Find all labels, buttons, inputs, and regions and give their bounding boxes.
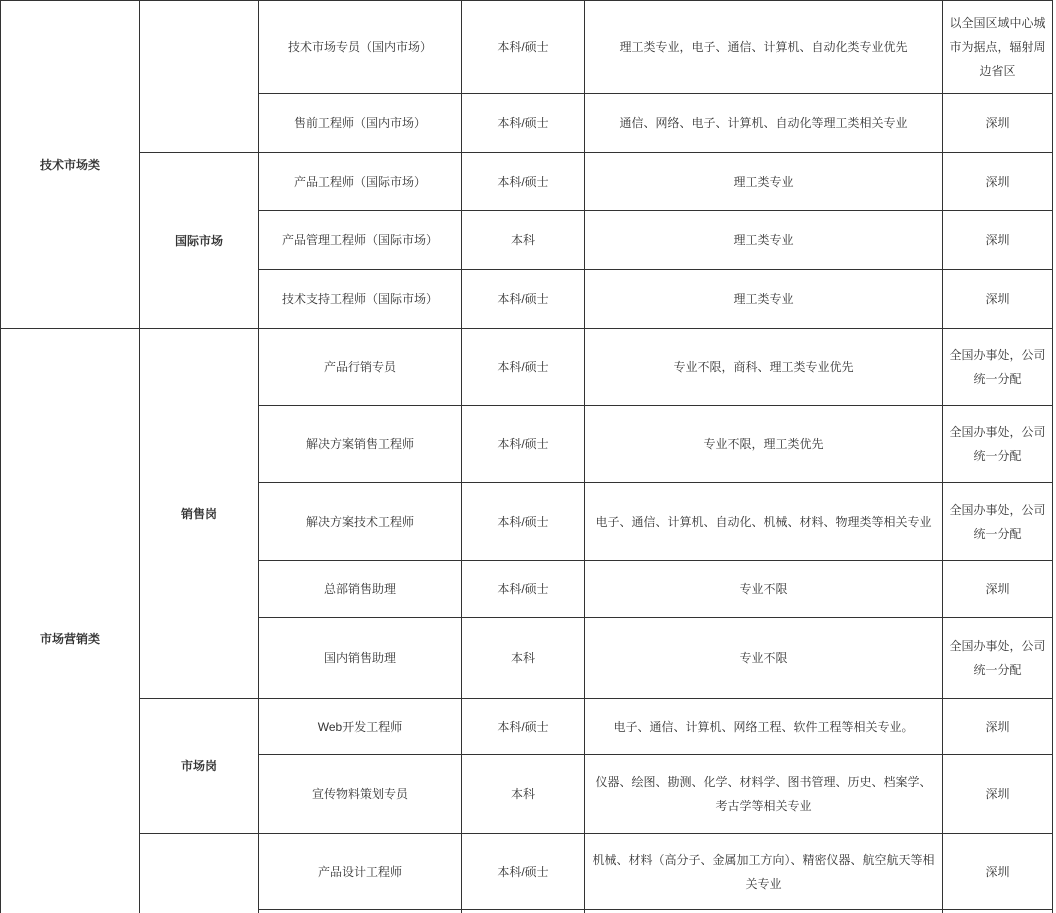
position-cell: 技术市场专员（国内市场）: [259, 1, 462, 94]
location-cell: 深圳: [943, 834, 1053, 910]
location-cell: 深圳: [943, 561, 1053, 618]
table-row: [1, 329, 1053, 406]
subcategory-cell: 国际市场: [140, 153, 259, 329]
education-cell: 本科/硕士: [462, 834, 585, 910]
major-cell: 机械、材料（高分子、金属加工方向）、精密仪器、航空航天等相关专业: [585, 834, 943, 910]
position-cell: 解决方案技术工程师: [259, 483, 462, 561]
major-cell: 通信、网络、电子、计算机、自动化等理工类相关专业: [585, 94, 943, 153]
subcategory-cell-empty: [140, 834, 259, 913]
position-cell: 售前工程师（国内市场）: [259, 94, 462, 153]
education-cell: 本科: [462, 618, 585, 699]
major-cell: 电子、通信、计算机、自动化、机械、材料、物理类等相关专业: [585, 483, 943, 561]
major-cell: 专业不限: [585, 561, 943, 618]
major-cell: 理工类专业: [585, 211, 943, 270]
position-cell: 产品管理工程师（国际市场）: [259, 211, 462, 270]
subcategory-cell: 销售岗: [140, 329, 259, 699]
subcategory-cell-empty: [140, 1, 259, 153]
table-row: [1, 699, 1053, 755]
major-cell: 仪器、绘图、勘测、化学、材料学、图书管理、历史、档案学、考古学等相关专业: [585, 755, 943, 834]
major-cell: 专业不限: [585, 618, 943, 699]
location-cell: 深圳: [943, 211, 1053, 270]
table-row: [1, 153, 1053, 211]
education-cell: 本科/硕士: [462, 153, 585, 211]
education-cell: 本科/硕士: [462, 329, 585, 406]
education-cell: 本科/硕士: [462, 1, 585, 94]
location-cell: 全国办事处，公司统一分配: [943, 406, 1053, 483]
category-cell: 技术市场类: [1, 1, 140, 329]
table-row: [1, 1, 1053, 94]
education-cell: 本科/硕士: [462, 94, 585, 153]
location-cell: 深圳: [943, 699, 1053, 755]
location-cell: 全国办事处，公司统一分配: [943, 329, 1053, 406]
major-cell: 理工类专业: [585, 153, 943, 211]
education-cell: 本科/硕士: [462, 699, 585, 755]
position-cell: 总部销售助理: [259, 561, 462, 618]
position-cell: 技术支持工程师（国际市场）: [259, 270, 462, 329]
position-cell: [259, 910, 462, 913]
location-cell: 深圳: [943, 755, 1053, 834]
location-cell: [943, 910, 1053, 913]
major-cell: 专业不限，理工类优先: [585, 406, 943, 483]
position-cell: 产品设计工程师: [259, 834, 462, 910]
location-cell: 以全国区域中心城市为据点，辐射周边省区: [943, 1, 1053, 94]
location-cell: 深圳: [943, 153, 1053, 211]
category-cell: 市场营销类: [1, 329, 140, 913]
major-cell: 理工类专业: [585, 270, 943, 329]
location-cell: 全国办事处，公司统一分配: [943, 618, 1053, 699]
location-cell: 全国办事处，公司统一分配: [943, 483, 1053, 561]
subcategory-cell: 市场岗: [140, 699, 259, 834]
position-cell: Web开发工程师: [259, 699, 462, 755]
education-cell: 本科/硕士: [462, 561, 585, 618]
major-cell: [585, 910, 943, 913]
education-cell: 本科/硕士: [462, 483, 585, 561]
table-row: [1, 834, 1053, 910]
position-cell: 产品工程师（国际市场）: [259, 153, 462, 211]
position-cell: 产品行销专员: [259, 329, 462, 406]
education-cell: 本科/硕士: [462, 406, 585, 483]
education-cell: [462, 910, 585, 913]
position-cell: 国内销售助理: [259, 618, 462, 699]
position-cell: 宣传物料策划专员: [259, 755, 462, 834]
education-cell: 本科: [462, 211, 585, 270]
education-cell: 本科/硕士: [462, 270, 585, 329]
location-cell: 深圳: [943, 270, 1053, 329]
position-cell: 解决方案销售工程师: [259, 406, 462, 483]
major-cell: 理工类专业，电子、通信、计算机、自动化类专业优先: [585, 1, 943, 94]
location-cell: 深圳: [943, 94, 1053, 153]
education-cell: 本科: [462, 755, 585, 834]
major-cell: 专业不限，商科、理工类专业优先: [585, 329, 943, 406]
major-cell: 电子、通信、计算机、网络工程、软件工程等相关专业。: [585, 699, 943, 755]
